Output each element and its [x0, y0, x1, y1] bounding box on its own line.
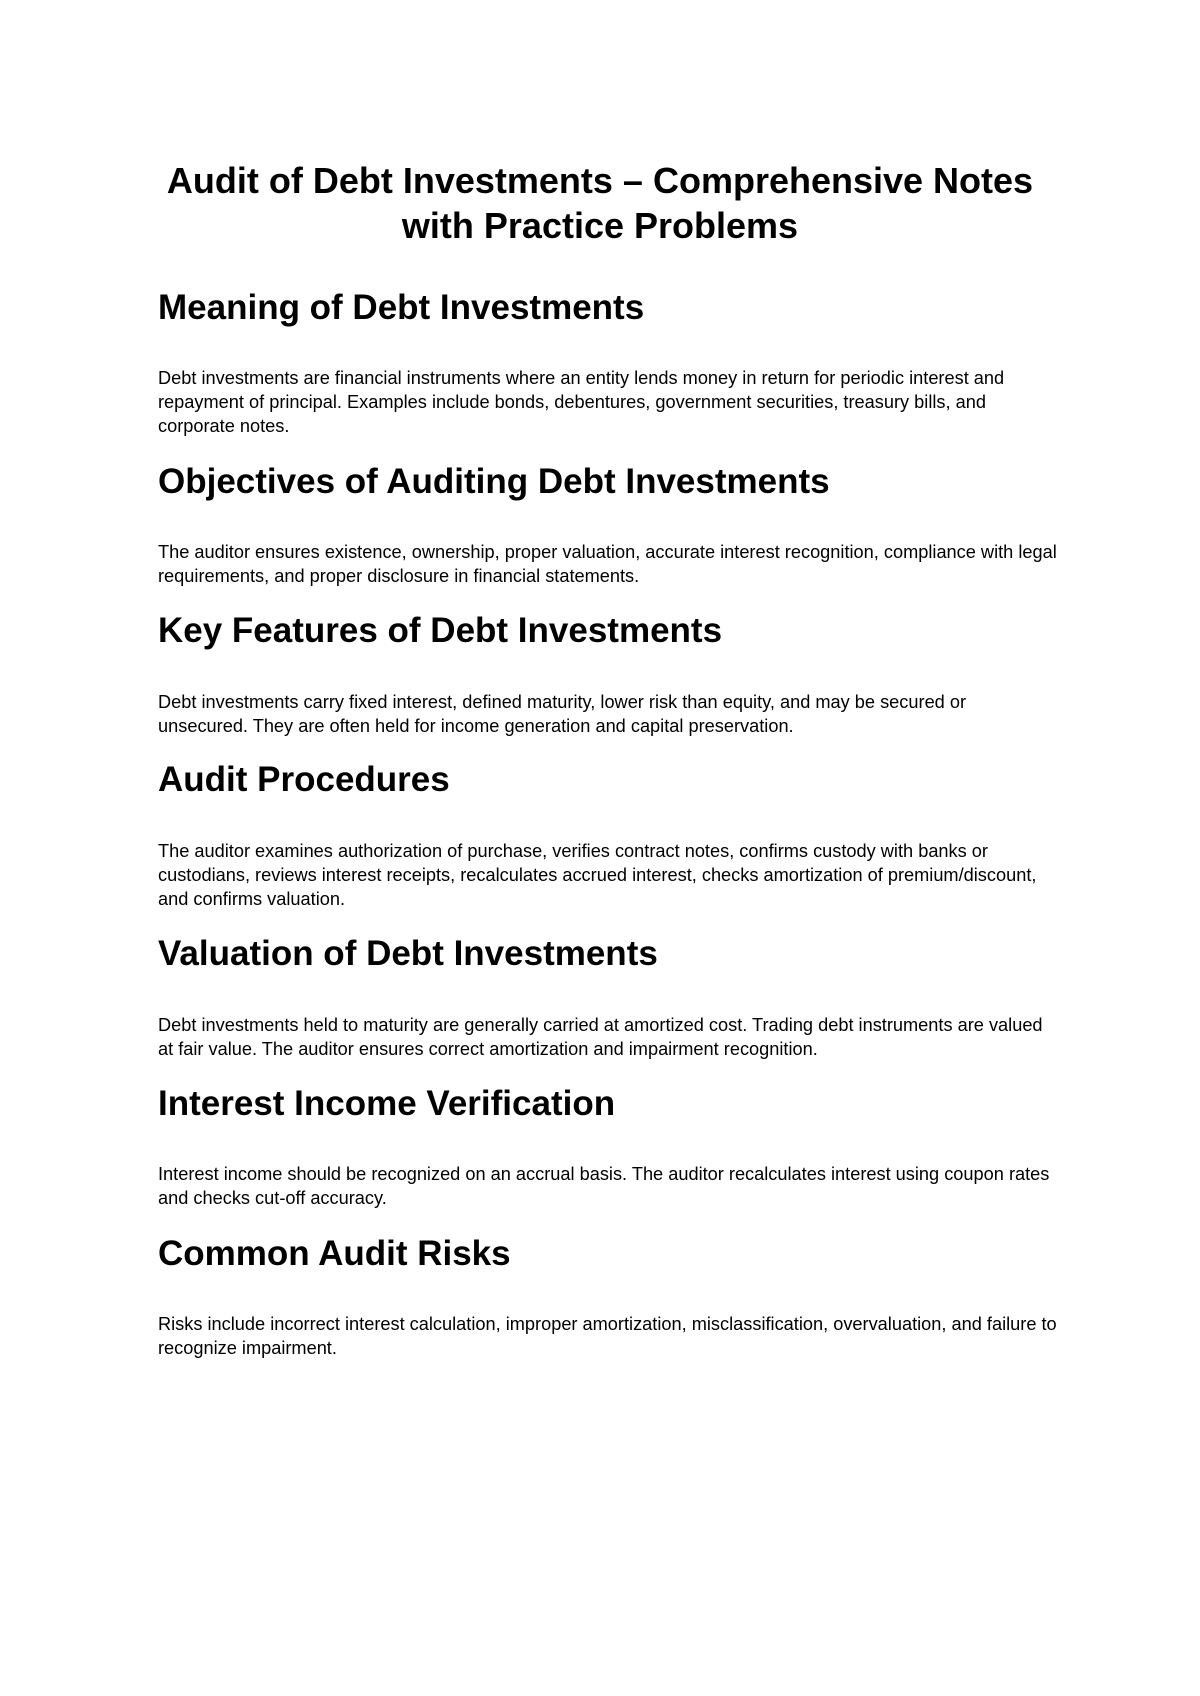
section-heading-meaning: Meaning of Debt Investments — [158, 288, 645, 327]
section-body-interest-income: Interest income should be recognized on an accrual basis. The auditor recalculates interest using coupon rates and checks cut-off accuracy. — [158, 1164, 1050, 1208]
section-heading-valuation: Valuation of Debt Investments — [158, 934, 658, 973]
section-heading-audit-procedures: Audit Procedures — [158, 760, 450, 799]
section-body-common-risks: Risks include incorrect interest calculation, improper amortization, misclassification, overvaluation, and failure to recognize impairment. — [158, 1314, 1057, 1358]
section-body-meaning: Debt investments are financial instruments where an entity lends money in return for periodic interest and repayment of principal. Examples include bonds, debentures, government securities, treasury bills, and corporate notes. — [158, 368, 1005, 436]
section-body-audit-procedures: The auditor examines authorization of purchase, verifies contract notes, confirms custody with banks or custodians, reviews interest receipts, recalculates accrued interest, checks amortization of premium/discount, and confirms valuation. — [158, 841, 1037, 909]
section-body-key-features: Debt investments carry fixed interest, defined maturity, lower risk than equity, and may be secured or unsecured. They are often held for income generation and capital preservation. — [158, 692, 967, 736]
document-title: Audit of Debt Investments – Comprehensive Notes with Practice Problems — [166, 160, 1034, 246]
section-heading-objectives: Objectives of Auditing Debt Investments — [158, 462, 830, 501]
section-body-objectives: The auditor ensures existence, ownership, proper valuation, accurate interest recognition, compliance with legal requirements, and proper disclosure in financial statements. — [158, 542, 1057, 586]
section-heading-common-risks: Common Audit Risks — [158, 1234, 511, 1273]
section-heading-interest-income: Interest Income Verification — [158, 1084, 616, 1123]
section-body-valuation: Debt investments held to maturity are generally carried at amortized cost. Trading debt instruments are valued at fair value. The auditor ensures correct amortization and impairment recognition. — [158, 1015, 1043, 1059]
section-heading-key-features: Key Features of Debt Investments — [158, 611, 723, 650]
